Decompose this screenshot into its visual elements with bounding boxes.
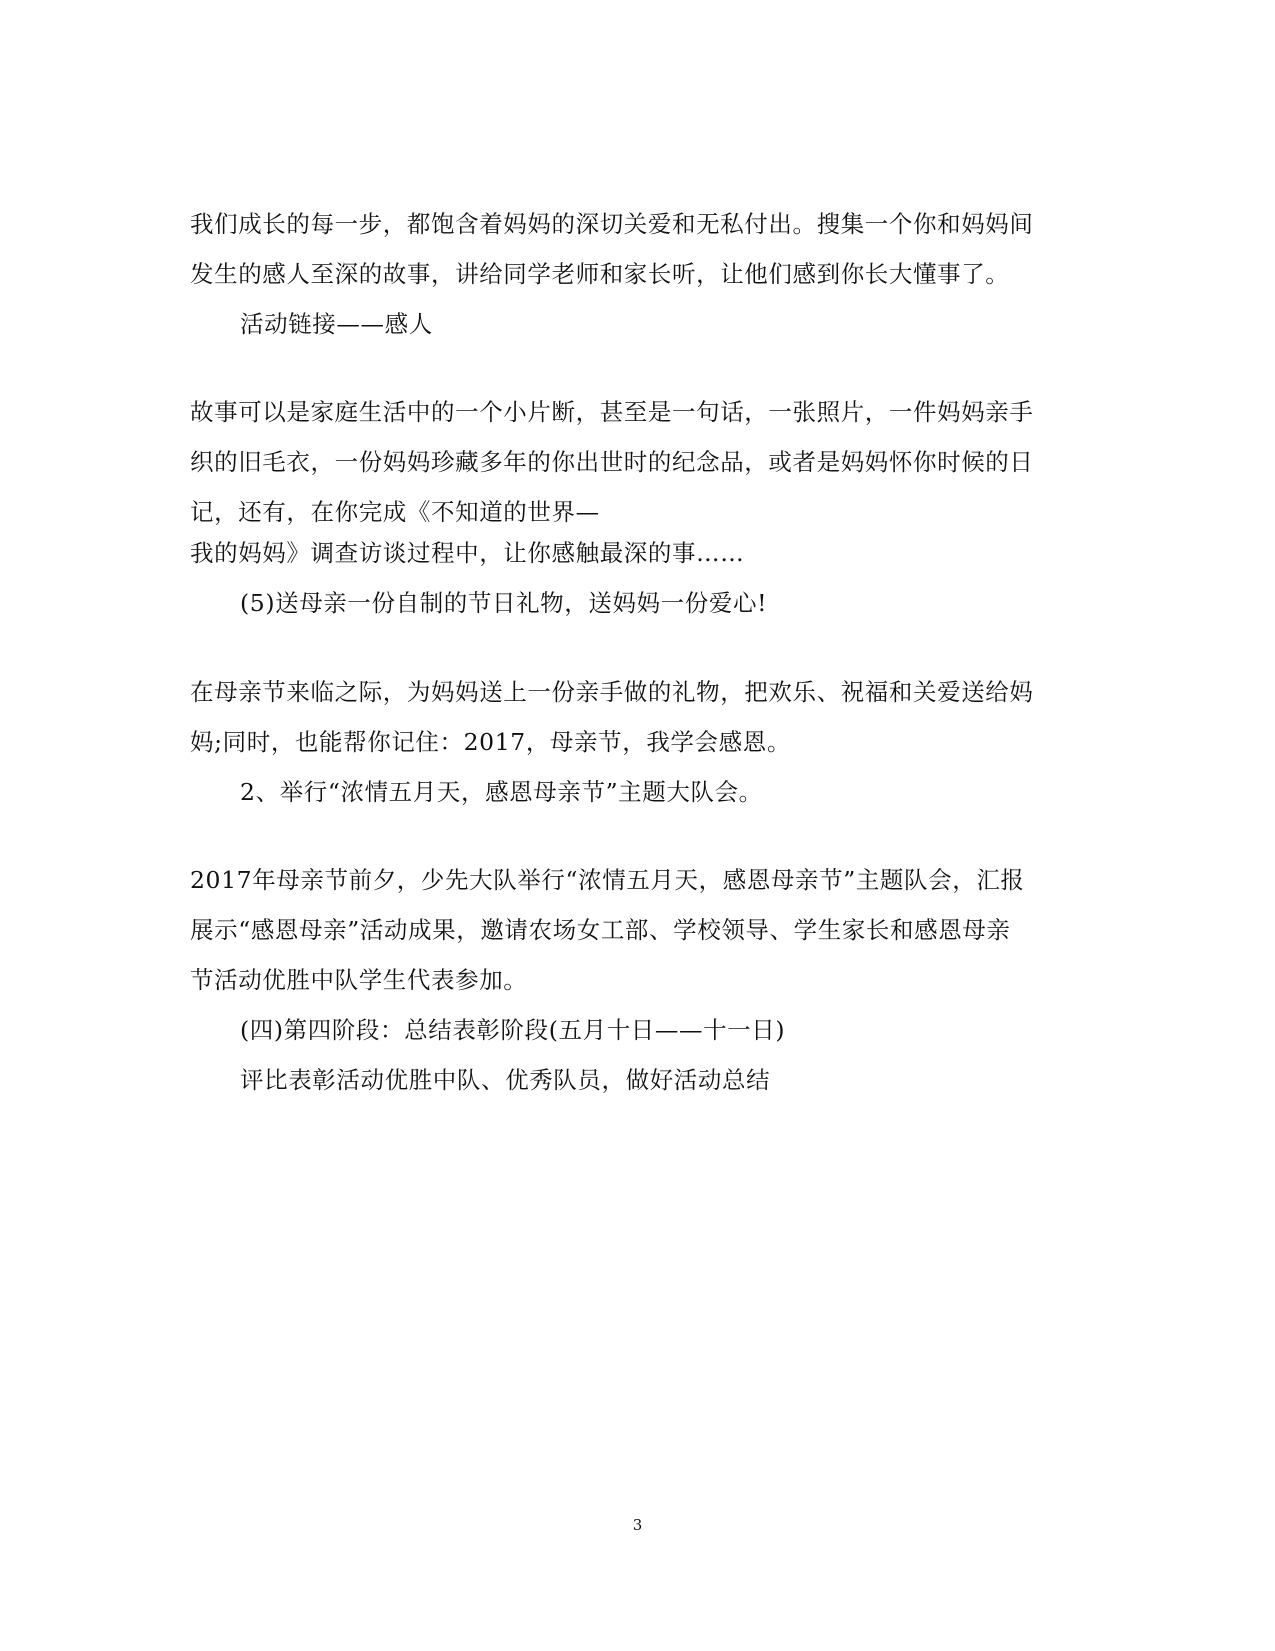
section-heading: 2、举行“浓情五月天，感恩母亲节”主题大队会。 [240, 778, 763, 806]
paragraph-line: 评比表彰活动优胜中队、优秀队员，做好活动总结 [240, 1066, 771, 1094]
paragraph-line: 妈;同时，也能帮你记住：2017，母亲节，我学会感恩。 [190, 728, 791, 756]
paragraph-line: 节活动优胜中队学生代表参加。 [190, 966, 528, 994]
page-number: 3 [632, 1516, 643, 1534]
paragraph-line: 展示“感恩母亲”活动成果，邀请农场女工部、学校领导、学生家长和感恩母亲 [190, 916, 1011, 944]
paragraph-line: 2017年母亲节前夕，少先大队举行“浓情五月天，感恩母亲节”主题队会，汇报 [190, 866, 1025, 894]
paragraph-line: 我的妈妈》调查访谈过程中，让你感触最深的事…… [190, 539, 745, 567]
paragraph-line: 故事可以是家庭生活中的一个小片断，甚至是一句话，一张照片，一件妈妈亲手 [190, 398, 1034, 426]
paragraph-line: 我们成长的每一步，都饱含着妈妈的深切关爱和无私付出。搜集一个你和妈妈间 [190, 210, 1034, 238]
section-heading: (5)送母亲一份自制的节日礼物，送妈妈一份爱心! [240, 589, 768, 617]
section-heading: 活动链接——感人 [240, 310, 433, 338]
section-heading: (四)第四阶段：总结表彰阶段(五月十日——十一日) [240, 1016, 786, 1044]
paragraph-line: 在母亲节来临之际，为妈妈送上一份亲手做的礼物，把欢乐、祝福和关爱送给妈 [190, 678, 1034, 706]
paragraph-line: 记，还有，在你完成《不知道的世界— [190, 498, 600, 526]
paragraph-line: 织的旧毛衣，一份妈妈珍藏多年的你出世时的纪念品，或者是妈妈怀你时候的日 [190, 448, 1034, 476]
paragraph-line: 发生的感人至深的故事，讲给同学老师和家长听，让他们感到你长大懂事了。 [190, 260, 1010, 288]
